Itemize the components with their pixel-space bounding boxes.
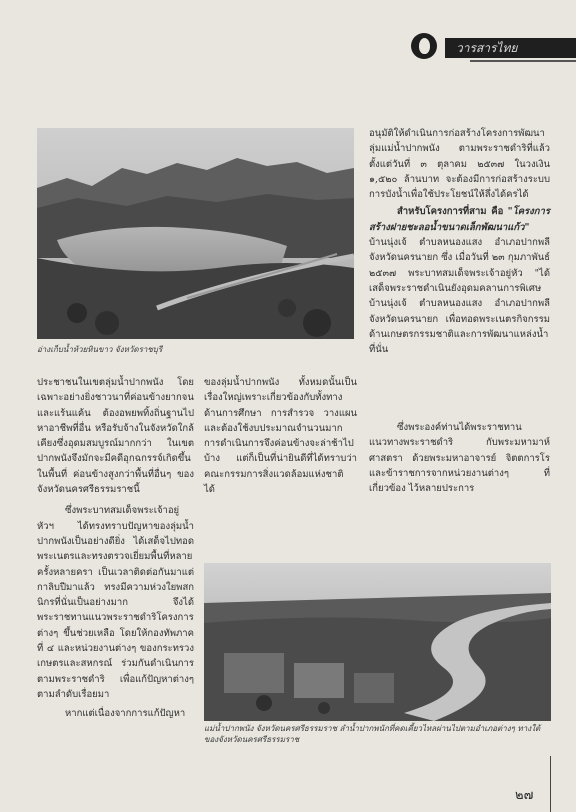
header-rule — [470, 60, 576, 62]
river-photo-caption: แม่น้ำปากพนัง จังหวัดนครศรีธรรมราช ลำน้ำปากพนักที่คดเคี้ยวไหลผ่านไปตามอำเภอต่างๆ ทางใต้ของจังหวัดนครศรีธรรมราช — [204, 724, 541, 744]
reservoir-photo — [37, 128, 354, 339]
reservoir-photo-caption: อ่างเก็บน้ำห้วยหินขาว จังหวัดราชบุรี — [37, 345, 163, 354]
project-three-description: บ้านนุ่งเจ้ ตำบลหนองแสง อำเภอปากพลี จังหวัดนครนายก ซึ่ง เมื่อวันที่ ๒๓ กุมภาพันธ์ ๒๕๓๗ พระบาทสมเด็จพระเจ้าอยู่หัว "ได้เสด็จพระราชดำเนินยังอุดมคลานการพิเศษบ้านนุ่งเจ้ ตำบลหนองแสง อำเภอปากพลี จังหวัดนครนายก เพื่อทอดพระเนตรกิจกรรมด้านเกษตรกรรมชาติและการพัฒนาแหล่งน้ำที่นั่น — [369, 237, 550, 356]
middle-paragraph-1: ของลุ่มน้ำปากพนัง ทั้งหมดนั้นเป็นเรื่องใหญ่เพราะเกี่ยวข้องกับทั้งทางด้านการศึกษา การสำรวจ วางแผนและต้องใช้งบประมาณจำนวนมาก การดำเนินการจึงค่อนข้างจะล่าช้าไปบ้าง แต่ก็เป็นที่น่ายินดีที่ได้ทราบว่า คณะกรรมการสิ่งแวดล้อมแห่งชาติ ได้ — [204, 377, 357, 496]
page-number: ๒๗ — [515, 788, 534, 803]
project-three-title: "โครงการสร้างฝายชะลอน้ำขนาดเล็กพัฒนาแก้ว" — [369, 206, 550, 233]
logo-silhouette — [419, 38, 430, 54]
left-paragraph-3: หากแต่เนื่องจากการแก้ปัญหา — [65, 708, 186, 720]
left-paragraph-2: ซึ่งพระบาทสมเด็จพระเจ้าอยู่หัวฯ ได้ทรงทราบปัญหาของลุ่มน้ำปากพนังเป็นอย่างดียิ่ง ได้เสด็จไปทอดพระเนตรและทรงตรวจเยี่ยมพื้นที่หลายครั้งหลายครา เป็นเวลาติดต่อกันมาแต่กาลิบปีมาแล้ว ทรงมีความห่วงใยพสกนิกรที่นั่นเป็นอย่างมาก จึงได้พระราชทานแนวพระราชดำริโครงการต่างๆ ขึ้นช่วยเหลือ โดยให้กองทัพภาคที่ ๔ และหน่วยงานต่างๆ ของกระทรวงเกษตรและสหกรณ์ ร่วมกันดำเนินการตามพระราชดำริ เพื่อแก้ปัญหาต่างๆ ตามลำดับเรื่อยมา — [37, 505, 194, 700]
right-column-bottom — [369, 420, 550, 496]
section-header-label: วารสารไทย — [445, 38, 576, 58]
river-aerial-photo — [204, 563, 551, 721]
right-paragraph-3: ซึ่งพระองค์ท่านได้พระราชทานแนวทางพระราชดำริ กับพระมหามาห์ศาสตรา ด้วยพระมหาอาจารย์ จิตตการโรและข้าราชการจากหน่วยงานต่างๆ ที่เกี่ยวข้อง ไว้หลายประการ — [369, 422, 550, 495]
left-paragraph-1: ประชาชนในเขตลุ่มน้ำปากพนัง โดยเฉพาะอย่างยิ่งชาวนาที่ค่อนข้างยากจนและแร้นแค้น ต้องอพยพทิ้งถิ่นฐานไปหาอาชีพที่อื่น หรือรับจ้างในจังหวัดใกล้เคียงซึ่งอุดมสมบูรณ์มากกว่า ในเขตปากพนังจึงมักจะมีคดีอุกฉกรรจ์เกิดขึ้นในพื้นที่ ค่อนข้างสูงกว่าพื้นที่อื่นๆ ของจังหวัดนครศรีธรรมราชนี้ — [37, 377, 194, 496]
middle-column — [204, 375, 357, 497]
right-paragraph-2 — [369, 204, 550, 357]
project-three-lead: สำหรับโครงการที่สาม คือ — [397, 206, 504, 218]
right-paragraph-1: อนุมัติให้ดำเนินการก่อสร้างโครงการพัฒนาลุ่มแม่น้ำปากพนัง ตามพระราชดำริที่แล้ว ตั้งแต่วันที่ ๓ ตุลาคม ๒๕๓๗ ในวงเงิน ๑,๕๒๐ ล้านบาท จะต้องมีการก่อสร้างระบบการบังน้ำเพื่อใช้ประโยชน์ให้ลึ่งได้ครได้ — [369, 128, 550, 201]
left-column — [37, 375, 194, 722]
footer-rule — [550, 756, 551, 812]
right-column-top — [369, 126, 550, 357]
